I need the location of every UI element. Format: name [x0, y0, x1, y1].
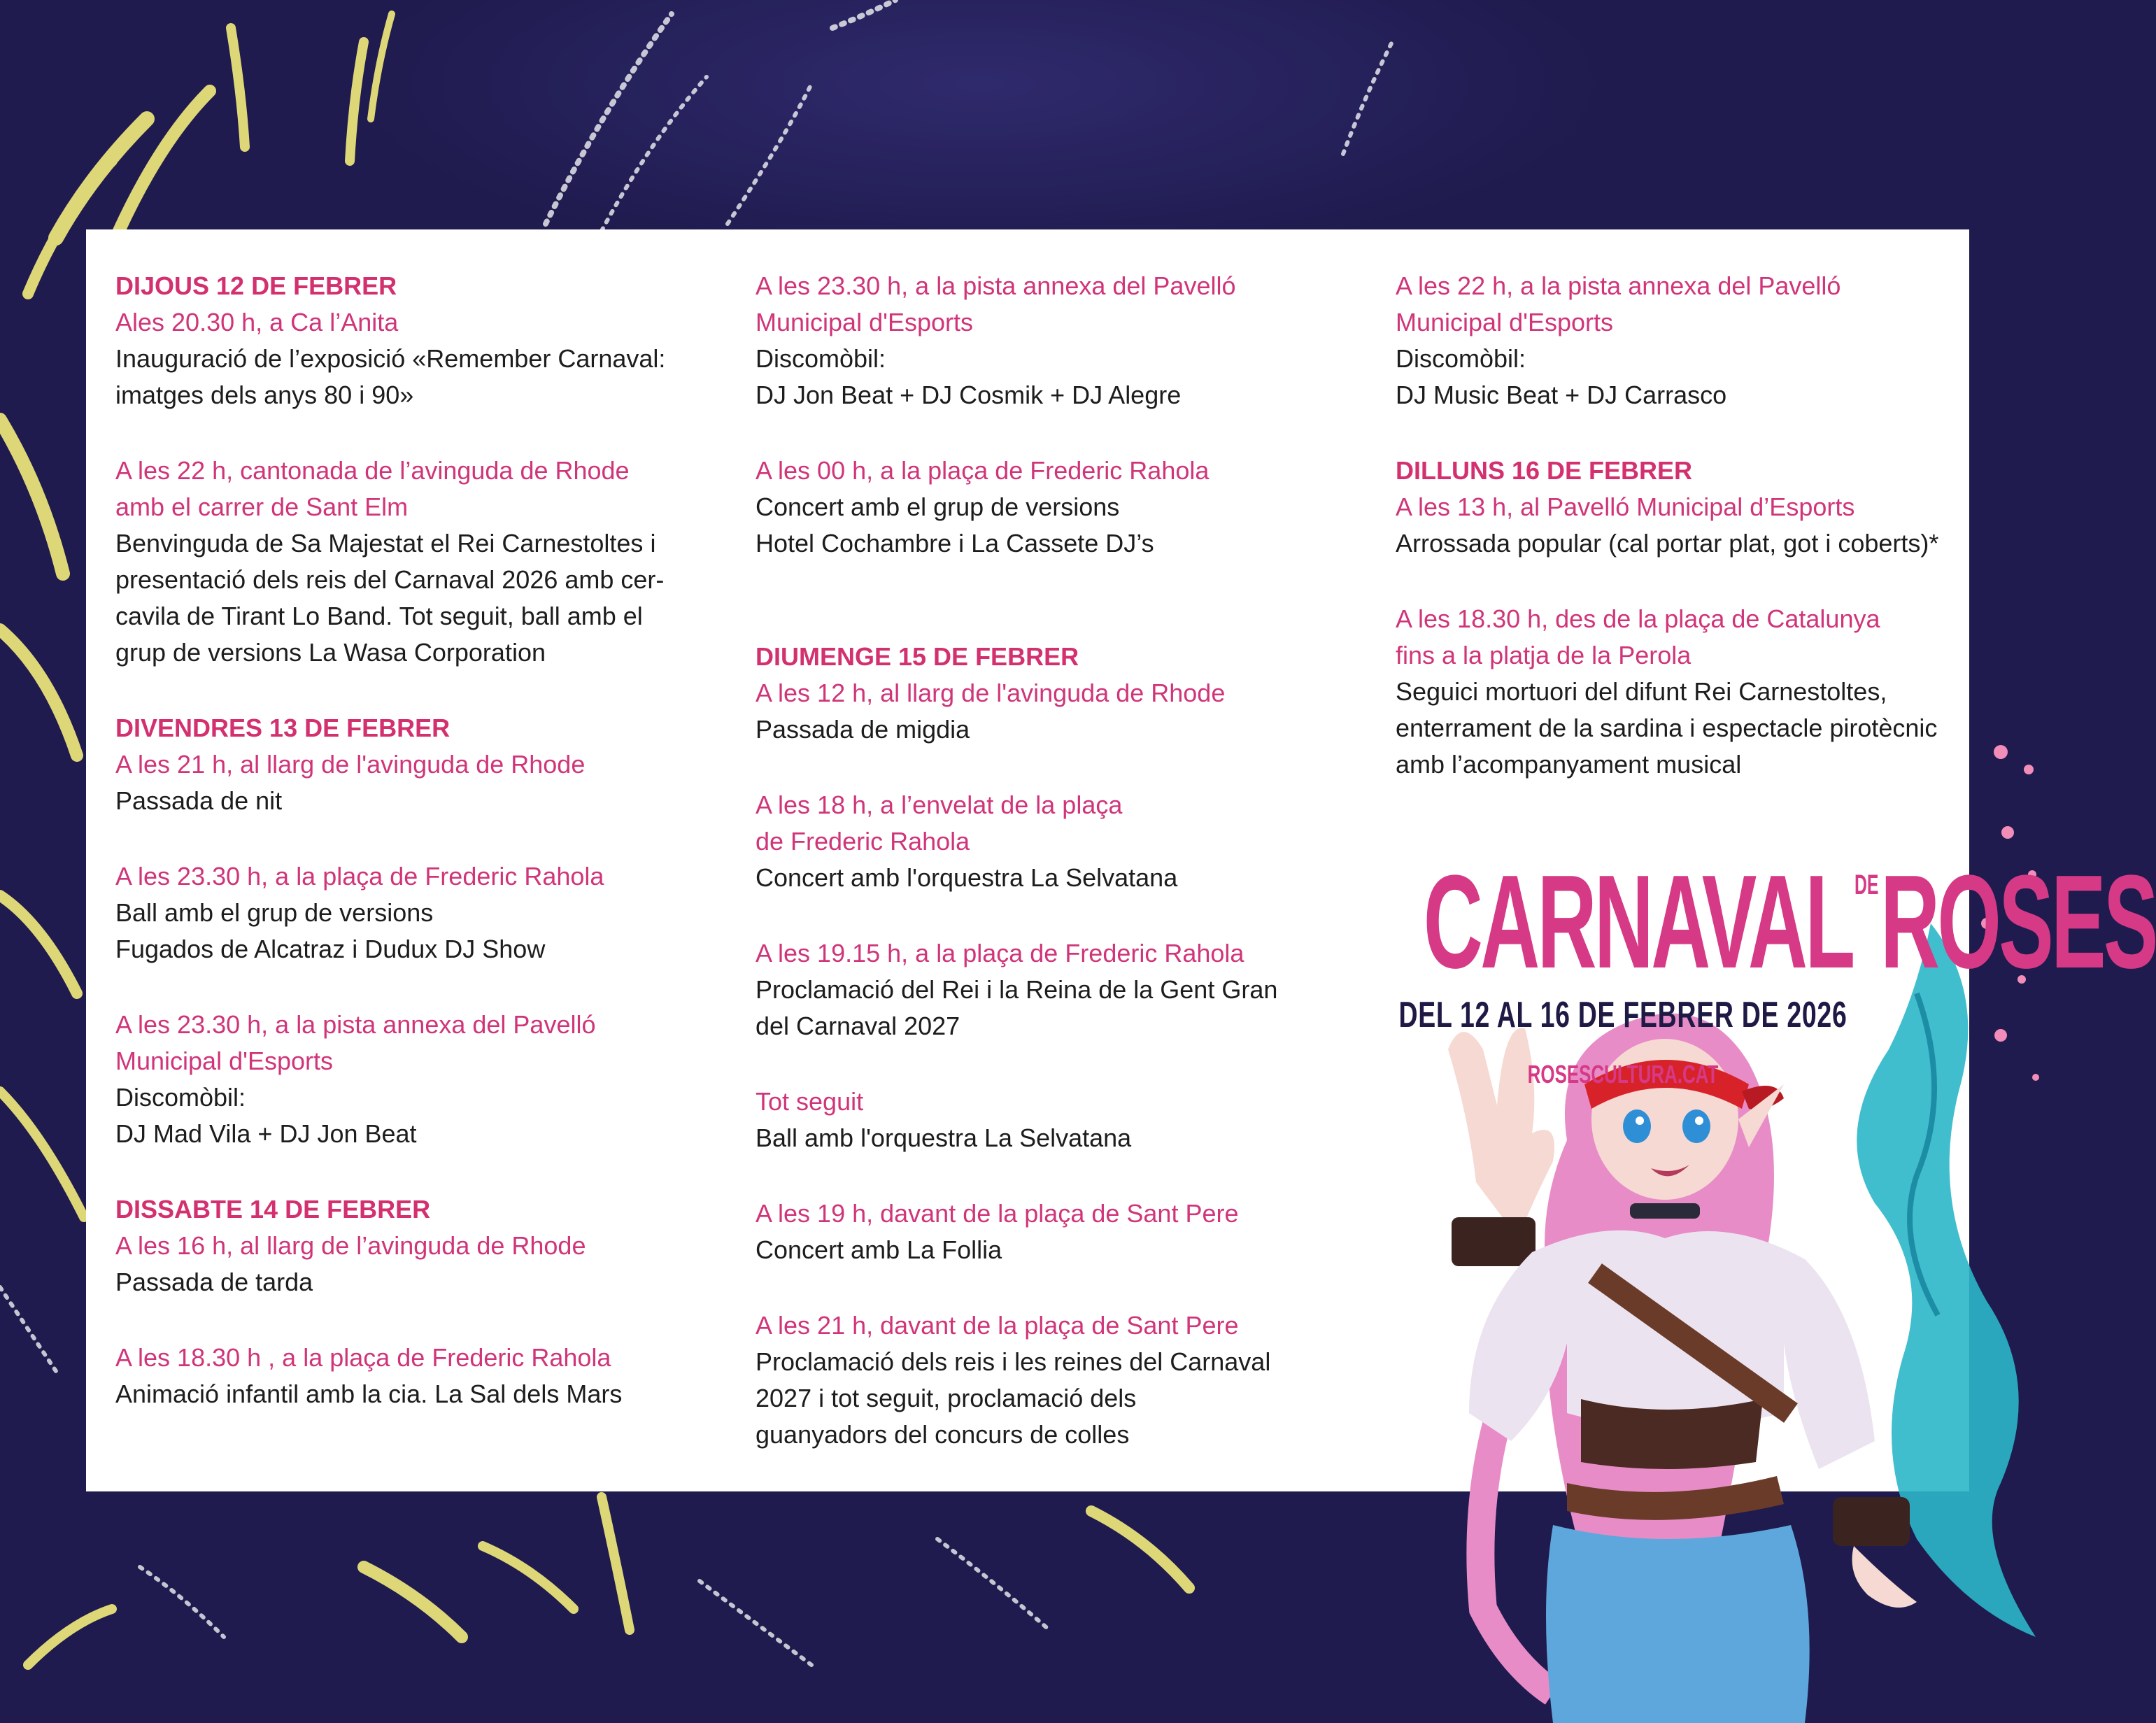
event-description: Ball amb el grup de versions Fugados de Alcatraz i Dudux DJ Show — [115, 898, 546, 963]
day-heading: DIVENDRES 13 DE FEBRER — [115, 714, 451, 742]
event-concert-selvatana — [756, 787, 1357, 896]
event-ball-fugados — [115, 858, 717, 967]
website-url: ROSESCULTURA.CAT — [1527, 1060, 1719, 1089]
event-time-place: A les 16 h, al llarg de l’avinguda de Rhode — [115, 1231, 586, 1260]
event-proclamacio-reis — [756, 1307, 1357, 1453]
event-proclamacio-gent-gran — [756, 935, 1357, 1044]
event-description: Passada de nit — [115, 786, 283, 815]
event-description: Proclamació del Rei i la Reina de la Gent Gran del Carnaval 2027 — [756, 975, 1278, 1040]
event-description: Proclamació dels reis i les reines del Carnaval 2027 i tot seguit, proclamació dels guanyadors del concurs de colles — [756, 1347, 1271, 1449]
event-time-place: A les 18.30 h , a la plaça de Frederic Rahola — [115, 1343, 611, 1372]
event-discomobil-dissabte — [756, 268, 1357, 413]
event-description: Seguici mortuori del difunt Rei Carnestoltes, enterrament de la sardina i espectacle pirotècnic amb l’acompanyament musical — [1396, 677, 1938, 779]
event-time-place: A les 23.30 h, a la plaça de Frederic Rahola — [115, 862, 604, 891]
event-time-place: A les 21 h, al llarg de l'avinguda de Rhode — [115, 750, 586, 779]
event-arrossada — [1396, 453, 1997, 562]
event-concert-cochambre — [756, 453, 1357, 562]
event-description: Benvinguda de Sa Majestat el Rei Carnestoltes i presentació dels reis del Carnaval 2026 amb cer- cavila de Tirant Lo Band. Tot seguit, ball amb el grup de versions La Wasa Corporation — [115, 529, 665, 667]
event-passada-nit — [115, 710, 717, 819]
day-heading: DILLUNS 16 DE FEBRER — [1396, 456, 1693, 485]
event-time-place: A les 23.30 h, a la pista annexa del Pavelló Municipal d'Esports — [756, 271, 1236, 336]
event-benvinguda — [115, 453, 717, 671]
event-discomobil-diumenge — [1396, 268, 1997, 413]
event-time-place: A les 18 h, a l’envelat de la plaça de Frederic Rahola — [756, 790, 1123, 856]
event-dijous-inauguracio — [115, 268, 717, 413]
event-description: Discomòbil: DJ Mad Vila + DJ Jon Beat — [115, 1083, 417, 1148]
event-description: Discomòbil: DJ Jon Beat + DJ Cosmik + DJ Alegre — [756, 344, 1182, 409]
event-ball-selvatana — [756, 1084, 1357, 1156]
event-description: Concert amb La Follia — [756, 1235, 1002, 1264]
event-description: Arrossada popular (cal portar plat, got i coberts)* — [1396, 529, 1939, 558]
event-description: Concert amb el grup de versions Hotel Cochambre i La Cassete DJ’s — [756, 492, 1154, 558]
carnaval-de-roses-logo: $CARNAVAL^{DE}ROSES$ — [1423, 848, 2156, 996]
event-description: Passada de tarda — [115, 1268, 313, 1296]
event-time-place: A les 22 h, a la pista annexa del Pavelló Municipal d'Esports — [1396, 271, 1841, 336]
event-passada-tarda — [115, 1191, 717, 1300]
program-column-1 — [115, 268, 717, 1452]
event-time-place: A les 00 h, a la plaça de Frederic Rahola — [756, 456, 1210, 485]
day-heading: DIJOUS 12 DE FEBRER — [115, 271, 397, 300]
day-heading: DISSABTE 14 DE FEBRER — [115, 1195, 431, 1224]
event-time-place: Ales 20.30 h, a Ca l’Anita — [115, 308, 399, 336]
event-time-place: Tot seguit — [756, 1087, 864, 1116]
event-passada-migdia — [756, 639, 1357, 748]
event-concert-follia — [756, 1196, 1357, 1268]
event-time-place: A les 23.30 h, a la pista annexa del Pavelló Municipal d'Esports — [115, 1010, 596, 1075]
day-heading: DIUMENGE 15 DE FEBRER — [756, 642, 1079, 671]
event-description: Concert amb l'orquestra La Selvatana — [756, 863, 1178, 892]
carnaval-logo-block — [1301, 825, 2156, 1089]
festival-dates: DEL 12 AL 16 DE FEBRER DE 2026 — [1398, 995, 1848, 1035]
event-time-place: A les 19.15 h, a la plaça de Frederic Rahola — [756, 939, 1244, 967]
event-description: Ball amb l'orquestra La Selvatana — [756, 1123, 1132, 1152]
event-time-place: A les 22 h, cantonada de l’avinguda de Rhode amb el carrer de Sant Elm — [115, 456, 630, 521]
event-description: Passada de migdia — [756, 715, 970, 744]
event-time-place: A les 12 h, al llarg de l'avinguda de Rhode — [756, 679, 1226, 707]
program-column-2 — [756, 268, 1357, 1492]
event-description: Inauguració de l’exposició «Remember Carnaval: imatges dels anys 80 i 90» — [115, 344, 666, 409]
event-enterrament-sardina — [1396, 601, 1997, 783]
event-time-place: A les 18.30 h, des de la plaça de Catalunya fins a la platja de la Perola — [1396, 604, 1880, 669]
event-description: Discomòbil: DJ Music Beat + DJ Carrasco — [1396, 344, 1727, 409]
event-time-place: A les 21 h, davant de la plaça de Sant Pere — [756, 1311, 1239, 1340]
event-time-place: A les 19 h, davant de la plaça de Sant Pere — [756, 1199, 1239, 1228]
event-animacio-infantil — [115, 1340, 717, 1412]
event-time-place: A les 13 h, al Pavelló Municipal d’Esports — [1396, 492, 1855, 521]
program-column-3 — [1396, 268, 1997, 822]
event-description: Animació infantil amb la cia. La Sal dels Mars — [115, 1380, 623, 1408]
event-discomobil-divendres — [115, 1007, 717, 1152]
